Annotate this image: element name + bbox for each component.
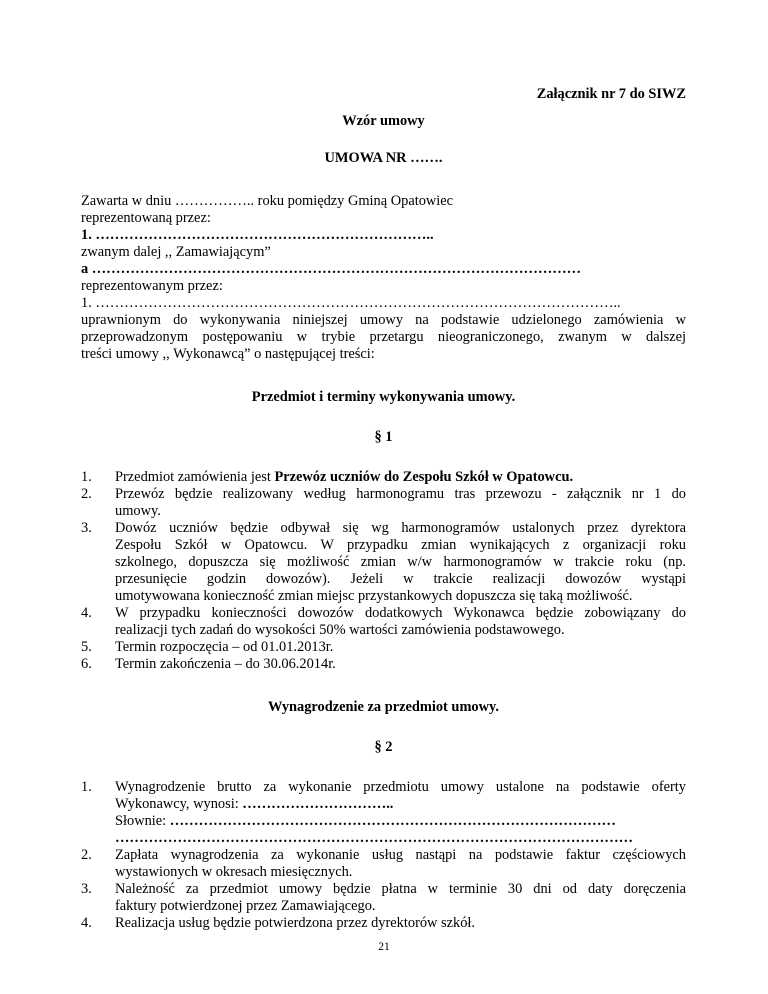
list-number: 3.: [81, 520, 92, 536]
list-text-row: [115, 813, 686, 830]
list-text-row: przesunięcie godzin dowozów). Jeżeli w trakcie realizacji dowozów wystąpi: [115, 571, 686, 587]
list-number: 5.: [81, 639, 92, 655]
list-text-part: Wykonawcy, wynosi:: [115, 796, 243, 812]
amount-words-placeholder: …………………………………………………………………………………: [169, 813, 616, 829]
parties-paragraph-row: przeprowadzonym postępowaniu w trybie przetargu nieograniczonego, zwanym w dalszej: [81, 329, 686, 345]
list-text-row: Przewóz będzie realizowany według harmonogramu tras przewozu - załącznik nr 1 do: [115, 486, 686, 502]
list-text-row: wystawionych w okresach miesięcznych.: [115, 864, 353, 880]
section1-heading: Przedmiot i terminy wykonywania umowy.: [251, 389, 516, 405]
attachment-label: Załącznik nr 7 do SIWZ: [536, 86, 686, 102]
list-text: [115, 847, 686, 881]
section2-paragraph-sign: § 2: [374, 739, 393, 755]
parties-line-7: 1. ………………………………………………………………………………………………..: [81, 295, 621, 311]
list-number: 3.: [81, 881, 92, 897]
list-number: 2.: [81, 847, 92, 863]
list-text-row: Wynagrodzenie brutto za wykonanie przedmiotu umowy ustalone na podstawie oferty: [115, 779, 686, 795]
list-text: [115, 520, 686, 605]
list-text: [115, 881, 686, 915]
list-number: 2.: [81, 486, 92, 502]
list-text-row: umowy.: [115, 503, 161, 519]
list-text-row: [115, 830, 686, 847]
list-text-row: faktury potwierdzonej przez Zamawiającego.: [115, 898, 376, 914]
list-text: [115, 469, 686, 486]
contract-number: UMOWA NR …….: [324, 150, 443, 166]
parties-paragraph-row: treści umowy ,, Wykonawcą” o następującej treści:: [81, 346, 375, 362]
list-text-part: Przedmiot zamówienia jest: [115, 469, 275, 485]
parties-line-6: reprezentowanym przez:: [81, 278, 223, 294]
list-text-row: Dowóz uczniów będzie odbywał się wg harmonogramów ustalonych przez dyrektora: [115, 520, 686, 536]
list-text: Realizacja usług będzie potwierdzona przez dyrektorów szkół.: [115, 915, 476, 931]
list-text: [115, 779, 686, 847]
list-text-row: Zespołu Szkół w Opatowcu. W przypadku zmian wynikających z organizacji roku: [115, 537, 686, 553]
list-number: 1.: [81, 469, 92, 485]
list-text-row: Zapłata wynagrodzenia za wykonanie usług nastąpi na podstawie faktur częściowych: [115, 847, 686, 863]
amount-words-placeholder-cont: ………………………………………………………………………………………………: [115, 830, 634, 846]
parties-line-2: reprezentowaną przez:: [81, 210, 211, 226]
list-text-row: W przypadku konieczności dowozów dodatkowych Wykonawca będzie zobowiązany do: [115, 605, 686, 621]
list-text-row: szkolnego, dopuszcza się możliwość zmian w/w harmonogramów w trakcie roku (np.: [115, 554, 686, 570]
list-number: 6.: [81, 656, 92, 672]
parties-line-3: 1. ……………………………………………………………..: [81, 227, 434, 243]
section2-heading: Wynagrodzenie za przedmiot umowy.: [267, 699, 500, 715]
parties-line-4: zwanym dalej ,, Zamawiającym”: [81, 244, 271, 260]
pattern-title: Wzór umowy: [342, 113, 425, 129]
parties-paragraph-row: uprawnionym do wykonywania niniejszej umowy na podstawie udzielonego zamówienia w: [81, 312, 686, 328]
section1-paragraph-sign: § 1: [374, 429, 393, 445]
list-number: 4.: [81, 605, 92, 621]
list-text-bold: Przewóz uczniów do Zespołu Szkół w Opatowcu.: [274, 469, 574, 485]
list-text: [115, 605, 686, 639]
amount-placeholder: …………………………..: [242, 796, 394, 812]
list-text-row: [115, 796, 686, 813]
list-text-row: umotywowana konieczność zmian miejsc przystankowych dopuszcza się taką możliwość.: [115, 588, 633, 604]
parties-line-1: Zawarta w dniu …………….. roku pomiędzy Gminą Opatowiec: [81, 193, 454, 209]
list-text: Termin rozpoczęcia – od 01.01.2013r.: [115, 639, 334, 655]
list-text-row: realizacji tych zadań do wysokości 50% wartości zamówienia podstawowego.: [115, 622, 565, 638]
list-text-part: Słownie:: [115, 813, 170, 829]
list-number: 4.: [81, 915, 92, 931]
parties-line-5: a …………………………………………………………………………………………: [81, 261, 582, 277]
list-text-row: Należność za przedmiot umowy będzie płatna w terminie 30 dni od daty doręczenia: [115, 881, 686, 897]
list-number: 1.: [81, 779, 92, 795]
list-text: Termin zakończenia – do 30.06.2014r.: [115, 656, 336, 672]
page-number: 21: [378, 941, 390, 953]
list-text: [115, 486, 686, 520]
